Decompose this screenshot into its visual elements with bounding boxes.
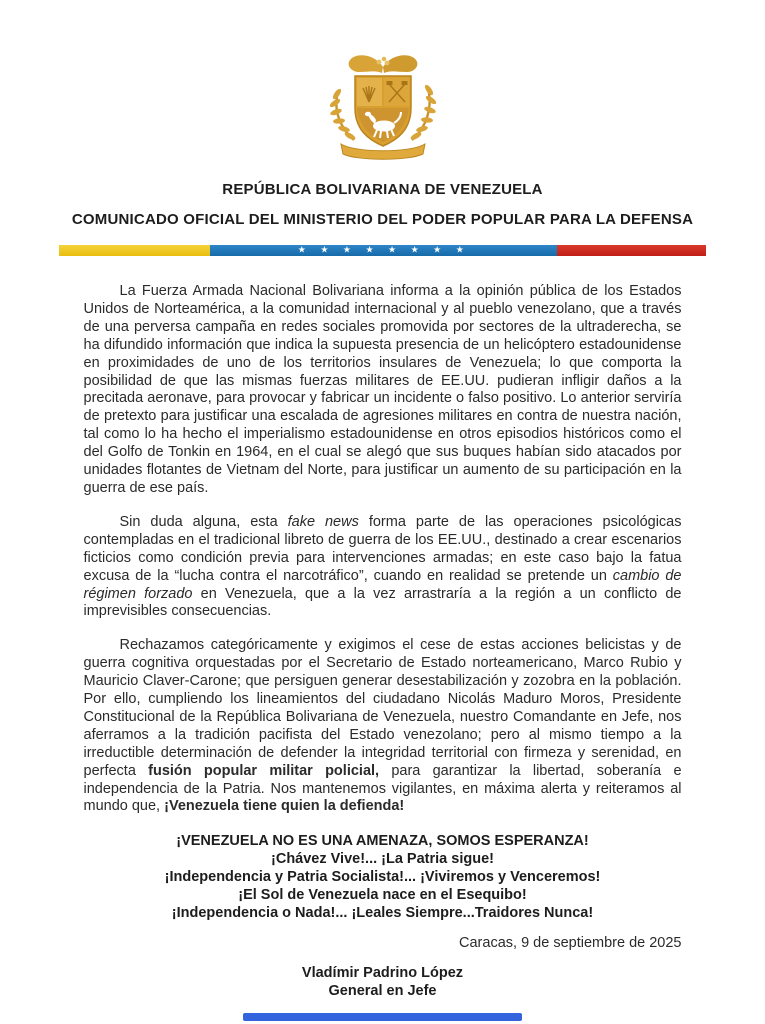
republic-title: REPÚBLICA BOLIVARIANA DE VENEZUELA bbox=[222, 181, 543, 198]
flag-yellow-segment bbox=[59, 245, 211, 256]
venezuela-coat-of-arms-icon bbox=[323, 50, 443, 162]
flag-blue-segment bbox=[210, 245, 557, 256]
flag-divider-bar bbox=[59, 245, 707, 256]
signature-block bbox=[84, 964, 682, 1000]
paragraph-2: Sin duda alguna, esta fake news forma parte de las operaciones psicológicas contempladas en el tradicional libreto de guerra de los EE.UU., destinado a crear escenarios ficticios como condición previa para intervenciones armadas; en este caso bajo la fatua excusa de la “lucha contra el narcotráfico”, cuando en realidad se pretende un cambio de régimen forzado en Venezuela, que a la vez arrastraría a la región a un conflicto de imprevisibles consecuencias. bbox=[83, 513, 682, 620]
slogan-line: ¡Independencia o Nada!... ¡Leales Siempre...Traidores Nunca! bbox=[171, 905, 594, 922]
emblem-container bbox=[0, 0, 765, 167]
communique-body bbox=[84, 283, 682, 1000]
paragraph-1: La Fuerza Armada Nacional Bolivariana informa a la opinión pública de los Estados Unidos de Norteamérica, a la comunidad internacional y al pueblo venezolano, que a través de una perversa campaña en redes sociales promovida por sectores de la ultraderecha, se ha difundido información que indica la supuesta presencia de un helicóptero estadounidense en proximidades de uno de los territorios insulares de Venezuela; lo que comporta la posibilidad de que las mismas fuerzas militares de EE.UU. pudieran infligir daños a la precitada aeronave, para provocar y fabricar un incidente o falso positivo. Lo anterior serviría de pretexto para justificar una escalada de agresiones militares en contra de nuestra nación, tal como lo ha hecho el imperialismo estadounidense en otros episodios históricos como el del Golfo de Tonkin en 1964, en el cual se alegó que sus buques habían sido atacados por unidades flotantes de Vietnam del Norte, para justificar un aumento de su participación en la guerra de ese país. bbox=[83, 283, 682, 496]
paragraph-3: Rechazamos categóricamente y exigimos el cese de estas acciones belicistas y de guerra cognitiva orquestadas por el Secretario de Estado norteamericano, Marco Rubio y Mauricio Claver-Carone; que persiguen generar desestabilización y zozobra en la población. Por ello, cumpliendo los lineamientos del ciudadano Nicolás Maduro Moros, Presidente Constitucional de la República Bolivariana de Venezuela, nuestro Comandante en Jefe, nos aferramos a la tradición pacifista del Estado venezolano; pero al mismo tiempo a la irreductible determinación de defender la integridad territorial con firmeza y serenidad, en perfecta fusión popular militar policial, para garantizar la libertad, soberanía e independencia de la Patria. Nos mantenemos vigilantes, en máxima alerta y reiteramos al mundo que, ¡Venezuela tiene quien la defienda! bbox=[83, 637, 682, 815]
slogan-line: ¡El Sol de Venezuela nace en el Esequibo! bbox=[238, 887, 527, 904]
flag-red-segment bbox=[557, 245, 706, 256]
dateline: Caracas, 9 de septiembre de 2025 bbox=[459, 935, 682, 952]
flag-stars-icon: ★ ★ ★ ★ ★ ★ ★ ★ bbox=[297, 244, 470, 255]
communique-title: COMUNICADO OFICIAL DEL MINISTERIO DEL PODER POPULAR PARA LA DEFENSA bbox=[71, 211, 694, 228]
footer-accent-bar bbox=[243, 1013, 522, 1021]
slogans-block bbox=[84, 832, 682, 922]
slogan-line: ¡VENEZUELA NO ES UNA AMENAZA, SOMOS ESPERANZA! bbox=[176, 833, 589, 850]
slogan-line: ¡Chávez Vive!... ¡La Patria sigue! bbox=[271, 851, 494, 868]
signer-name: Vladímir Padrino López bbox=[301, 965, 464, 982]
signer-rank: General en Jefe bbox=[328, 983, 437, 1000]
slogan-line: ¡Independencia y Patria Socialista!... ¡Viviremos y Venceremos! bbox=[164, 869, 601, 886]
